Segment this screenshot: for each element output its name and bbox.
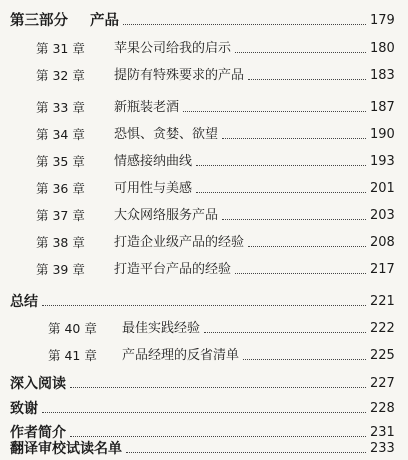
dot-leader xyxy=(126,452,366,453)
toc-chapter-row xyxy=(0,149,408,171)
toc-chapter-row xyxy=(0,63,408,85)
section-title: 作者简介 xyxy=(10,425,66,441)
chapter-title: 提防有特殊要求的产品 xyxy=(114,68,245,83)
chapter-number: 第 33 章 xyxy=(36,100,85,115)
chapter-number: 第 38 章 xyxy=(36,235,85,250)
dot-leader xyxy=(196,165,366,166)
page-number: 190 xyxy=(370,127,395,142)
chapter-title: 打造平台产品的经验 xyxy=(114,262,232,277)
chapter-title: 产品经理的反省清单 xyxy=(122,348,240,363)
toc-chapter-row xyxy=(0,36,408,58)
section-title: 翻译审校试读名单 xyxy=(10,441,122,457)
part-title: 产品 xyxy=(90,13,119,29)
dot-leader xyxy=(235,52,366,53)
page-number: 179 xyxy=(370,13,395,28)
chapter-title: 苹果公司给我的启示 xyxy=(114,41,232,56)
section-title: 深入阅读 xyxy=(10,376,66,392)
page-number: 193 xyxy=(370,154,395,169)
page-number: 201 xyxy=(370,181,395,196)
page-number: 180 xyxy=(370,41,395,56)
toc-section-row xyxy=(0,289,408,311)
toc-chapter-row xyxy=(0,122,408,144)
dot-leader xyxy=(248,79,366,80)
page-number: 227 xyxy=(370,376,395,391)
dot-leader xyxy=(42,412,366,413)
toc-chapter-row xyxy=(0,230,408,252)
chapter-number: 第 34 章 xyxy=(36,127,85,142)
toc-part-row xyxy=(0,8,408,30)
page-number: 231 xyxy=(370,425,395,440)
chapter-title: 可用性与美感 xyxy=(114,181,193,196)
dot-leader xyxy=(42,305,366,306)
page-number: 183 xyxy=(370,68,395,83)
chapter-title: 打造企业级产品的经验 xyxy=(114,235,245,250)
page-number: 187 xyxy=(370,100,395,115)
dot-leader xyxy=(70,387,366,388)
page-number: 222 xyxy=(370,321,395,336)
dot-leader xyxy=(235,273,366,274)
dot-leader xyxy=(183,111,366,112)
chapter-number: 第 37 章 xyxy=(36,208,85,223)
page-number: 225 xyxy=(370,348,395,363)
page-number: 233 xyxy=(370,441,395,456)
section-title: 致谢 xyxy=(10,401,38,417)
page-number: 221 xyxy=(370,294,395,309)
chapter-number: 第 35 章 xyxy=(36,154,85,169)
chapter-number: 第 31 章 xyxy=(36,41,85,56)
chapter-title: 情感接纳曲线 xyxy=(114,154,193,169)
chapter-number: 第 36 章 xyxy=(36,181,85,196)
dot-leader xyxy=(222,138,366,139)
page-number: 208 xyxy=(370,235,395,250)
chapter-number: 第 32 章 xyxy=(36,68,85,83)
section-title: 总结 xyxy=(10,294,38,310)
chapter-title: 新瓶装老酒 xyxy=(114,100,180,115)
toc-chapter-row xyxy=(0,176,408,198)
chapter-number: 第 41 章 xyxy=(48,348,97,363)
chapter-title: 大众网络服务产品 xyxy=(114,208,219,223)
chapter-title: 恐惧、贪婪、欲望 xyxy=(114,127,219,142)
toc-section-row xyxy=(0,371,408,393)
dot-leader xyxy=(248,246,366,247)
chapter-title: 最佳实践经验 xyxy=(122,321,201,336)
page-number: 203 xyxy=(370,208,395,223)
chapter-number: 第 39 章 xyxy=(36,262,85,277)
dot-leader xyxy=(243,359,366,360)
toc-chapter-row xyxy=(0,343,408,365)
page-number: 228 xyxy=(370,401,395,416)
dot-leader xyxy=(196,192,366,193)
toc-section-row xyxy=(0,436,408,458)
page-number: 217 xyxy=(370,262,395,277)
dot-leader xyxy=(123,24,366,25)
dot-leader xyxy=(204,332,366,333)
dot-leader xyxy=(222,219,366,220)
toc-chapter-row xyxy=(0,257,408,279)
toc-section-row xyxy=(0,396,408,418)
toc-chapter-row xyxy=(0,316,408,338)
toc-chapter-row xyxy=(0,203,408,225)
part-label: 第三部分 xyxy=(10,13,68,29)
toc-chapter-row xyxy=(0,95,408,117)
chapter-number: 第 40 章 xyxy=(48,321,97,336)
